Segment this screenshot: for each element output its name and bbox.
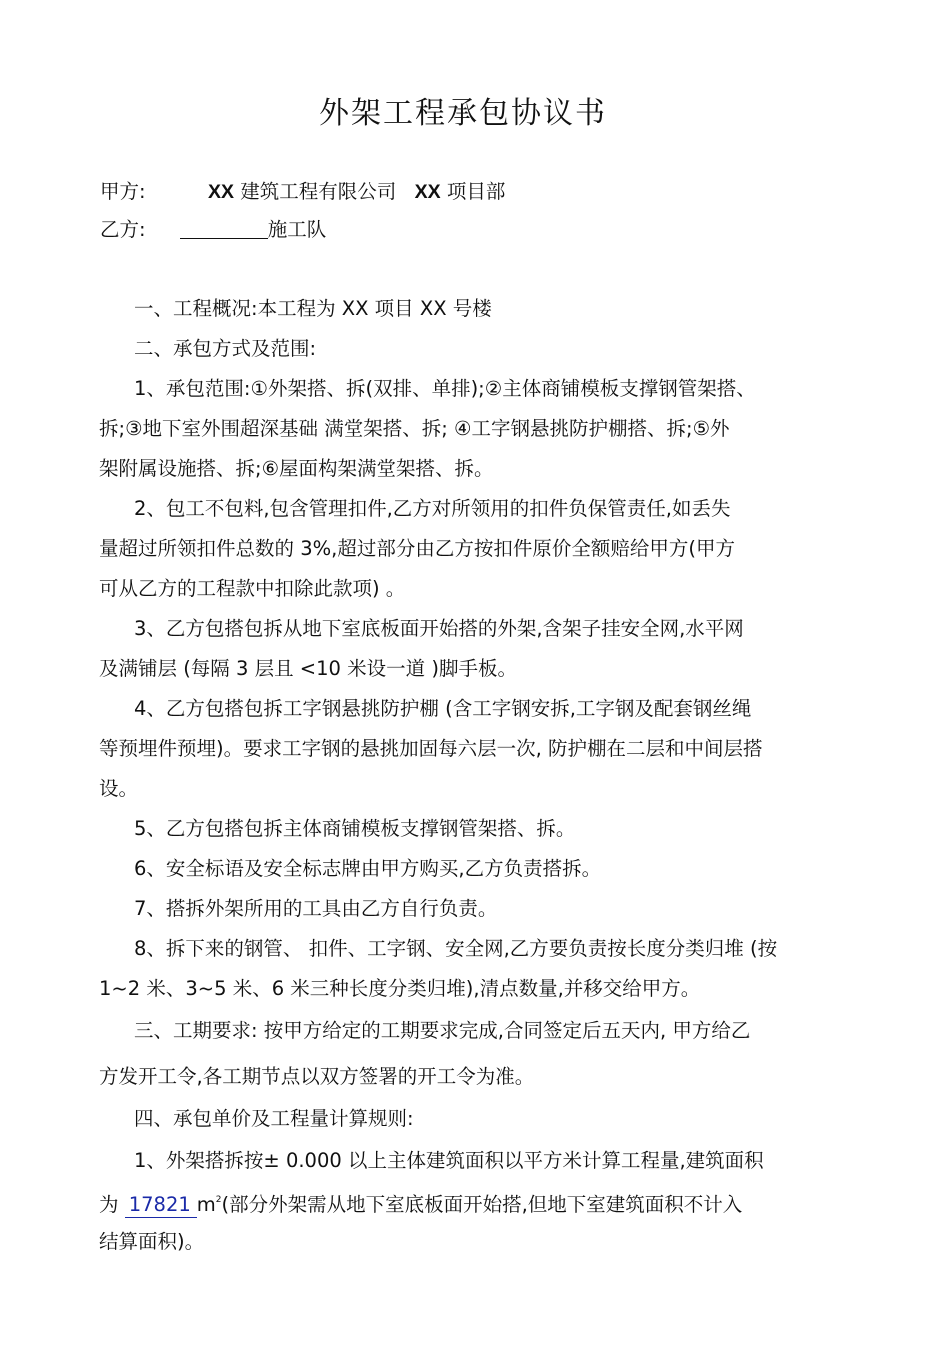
party-b-label: 乙方:	[100, 218, 146, 241]
item-1-line-3: 架附属设施搭、拆;⑥屋面构架满堂架搭、拆。	[99, 457, 494, 480]
party-b-blank	[180, 218, 268, 239]
item-4-line-1: 4、乙方包搭包拆工字钢悬挑防护棚 (含工字钢安拆,工字钢及配套钢丝绳	[134, 697, 752, 720]
party-a-dept: 项目部	[446, 180, 506, 203]
item-1-line-2: 拆;③地下室外围超深基础 满堂架搭、拆; ④工字钢悬挑防护棚搭、拆;⑤外	[99, 417, 730, 440]
party-a-xx1: XX	[207, 181, 234, 203]
section-4-item-1-line-1: 1、外架搭拆按± 0.000 以上主体建筑面积以平方米计算工程量,建筑面积	[134, 1149, 764, 1172]
item-4-line-2: 等预埋件预埋)。要求工字钢的悬挑加固每六层一次, 防护棚在二层和中间层搭	[99, 737, 763, 760]
item-2-line-1: 2、包工不包料,包含管理扣件,乙方对所领用的扣件负保管责任,如丢失	[134, 497, 731, 520]
party-a-xx2: XX	[414, 181, 441, 203]
item-2-line-3: 可从乙方的工程款中扣除此款项) 。	[99, 577, 406, 600]
area-prefix: 为	[99, 1193, 119, 1216]
item-7: 7、搭拆外架所用的工具由乙方自行负责。	[134, 897, 498, 920]
area-unit-superscript: 2	[215, 1195, 222, 1205]
building-area-value: 17821	[125, 1193, 197, 1218]
item-8-line-2: 1~2 米、3~5 米、6 米三种长度分类归堆),清点数量,并移交给甲方。	[99, 977, 701, 1000]
party-a-label: 甲方:	[100, 180, 146, 203]
party-a-line	[100, 180, 505, 204]
item-3-line-1: 3、乙方包搭包拆从地下室底板面开始搭的外架,含架子挂安全网,水平网	[134, 617, 744, 640]
item-5: 5、乙方包搭包拆主体商铺模板支撑钢管架搭、拆。	[134, 817, 576, 840]
area-unit: m	[196, 1193, 216, 1216]
item-2-line-2: 量超过所领扣件总数的 3%,超过部分由乙方按扣件原价全额赔给甲方(甲方	[99, 537, 735, 560]
item-4-line-3: 设。	[99, 777, 139, 800]
party-b-line	[100, 218, 326, 242]
document-title: 外架工程承包协议书	[319, 96, 607, 131]
section-4: 四、承包单价及工程量计算规则:	[134, 1107, 414, 1130]
section-3-line-2: 方发开工令,各工期节点以双方签署的开工令为准。	[99, 1065, 535, 1088]
item-8-line-1: 8、拆下来的钢管、 扣件、工字钢、安全网,乙方要负责按长度分类归堆 (按	[134, 937, 778, 960]
section-3-line-1: 三、工期要求: 按甲方给定的工期要求完成,合同签定后五天内, 甲方给乙	[134, 1019, 751, 1042]
item-6: 6、安全标语及安全标志牌由甲方购买,乙方负责搭拆。	[134, 857, 602, 880]
section-1: 一、工程概况:本工程为 XX 项目 XX 号楼	[134, 297, 492, 320]
item-1-line-1: 1、承包范围:①外架搭、拆(双排、单排);②主体商铺模板支撑钢管架搭、	[134, 377, 756, 400]
party-b-suffix: 施工队	[267, 218, 327, 241]
party-a-company: 建筑工程有限公司	[240, 180, 397, 203]
item-3-line-2: 及满铺层 (每隔 3 层且 <10 米设一道 )脚手板。	[99, 657, 517, 680]
section-4-item-1-line-3: 结算面积)。	[99, 1230, 205, 1253]
section-2: 二、承包方式及范围:	[134, 337, 317, 360]
section-4-item-1-line-2	[99, 1188, 742, 1218]
area-suffix: (部分外架需从地下室底板面开始搭,但地下室建筑面积不计入	[221, 1193, 743, 1216]
